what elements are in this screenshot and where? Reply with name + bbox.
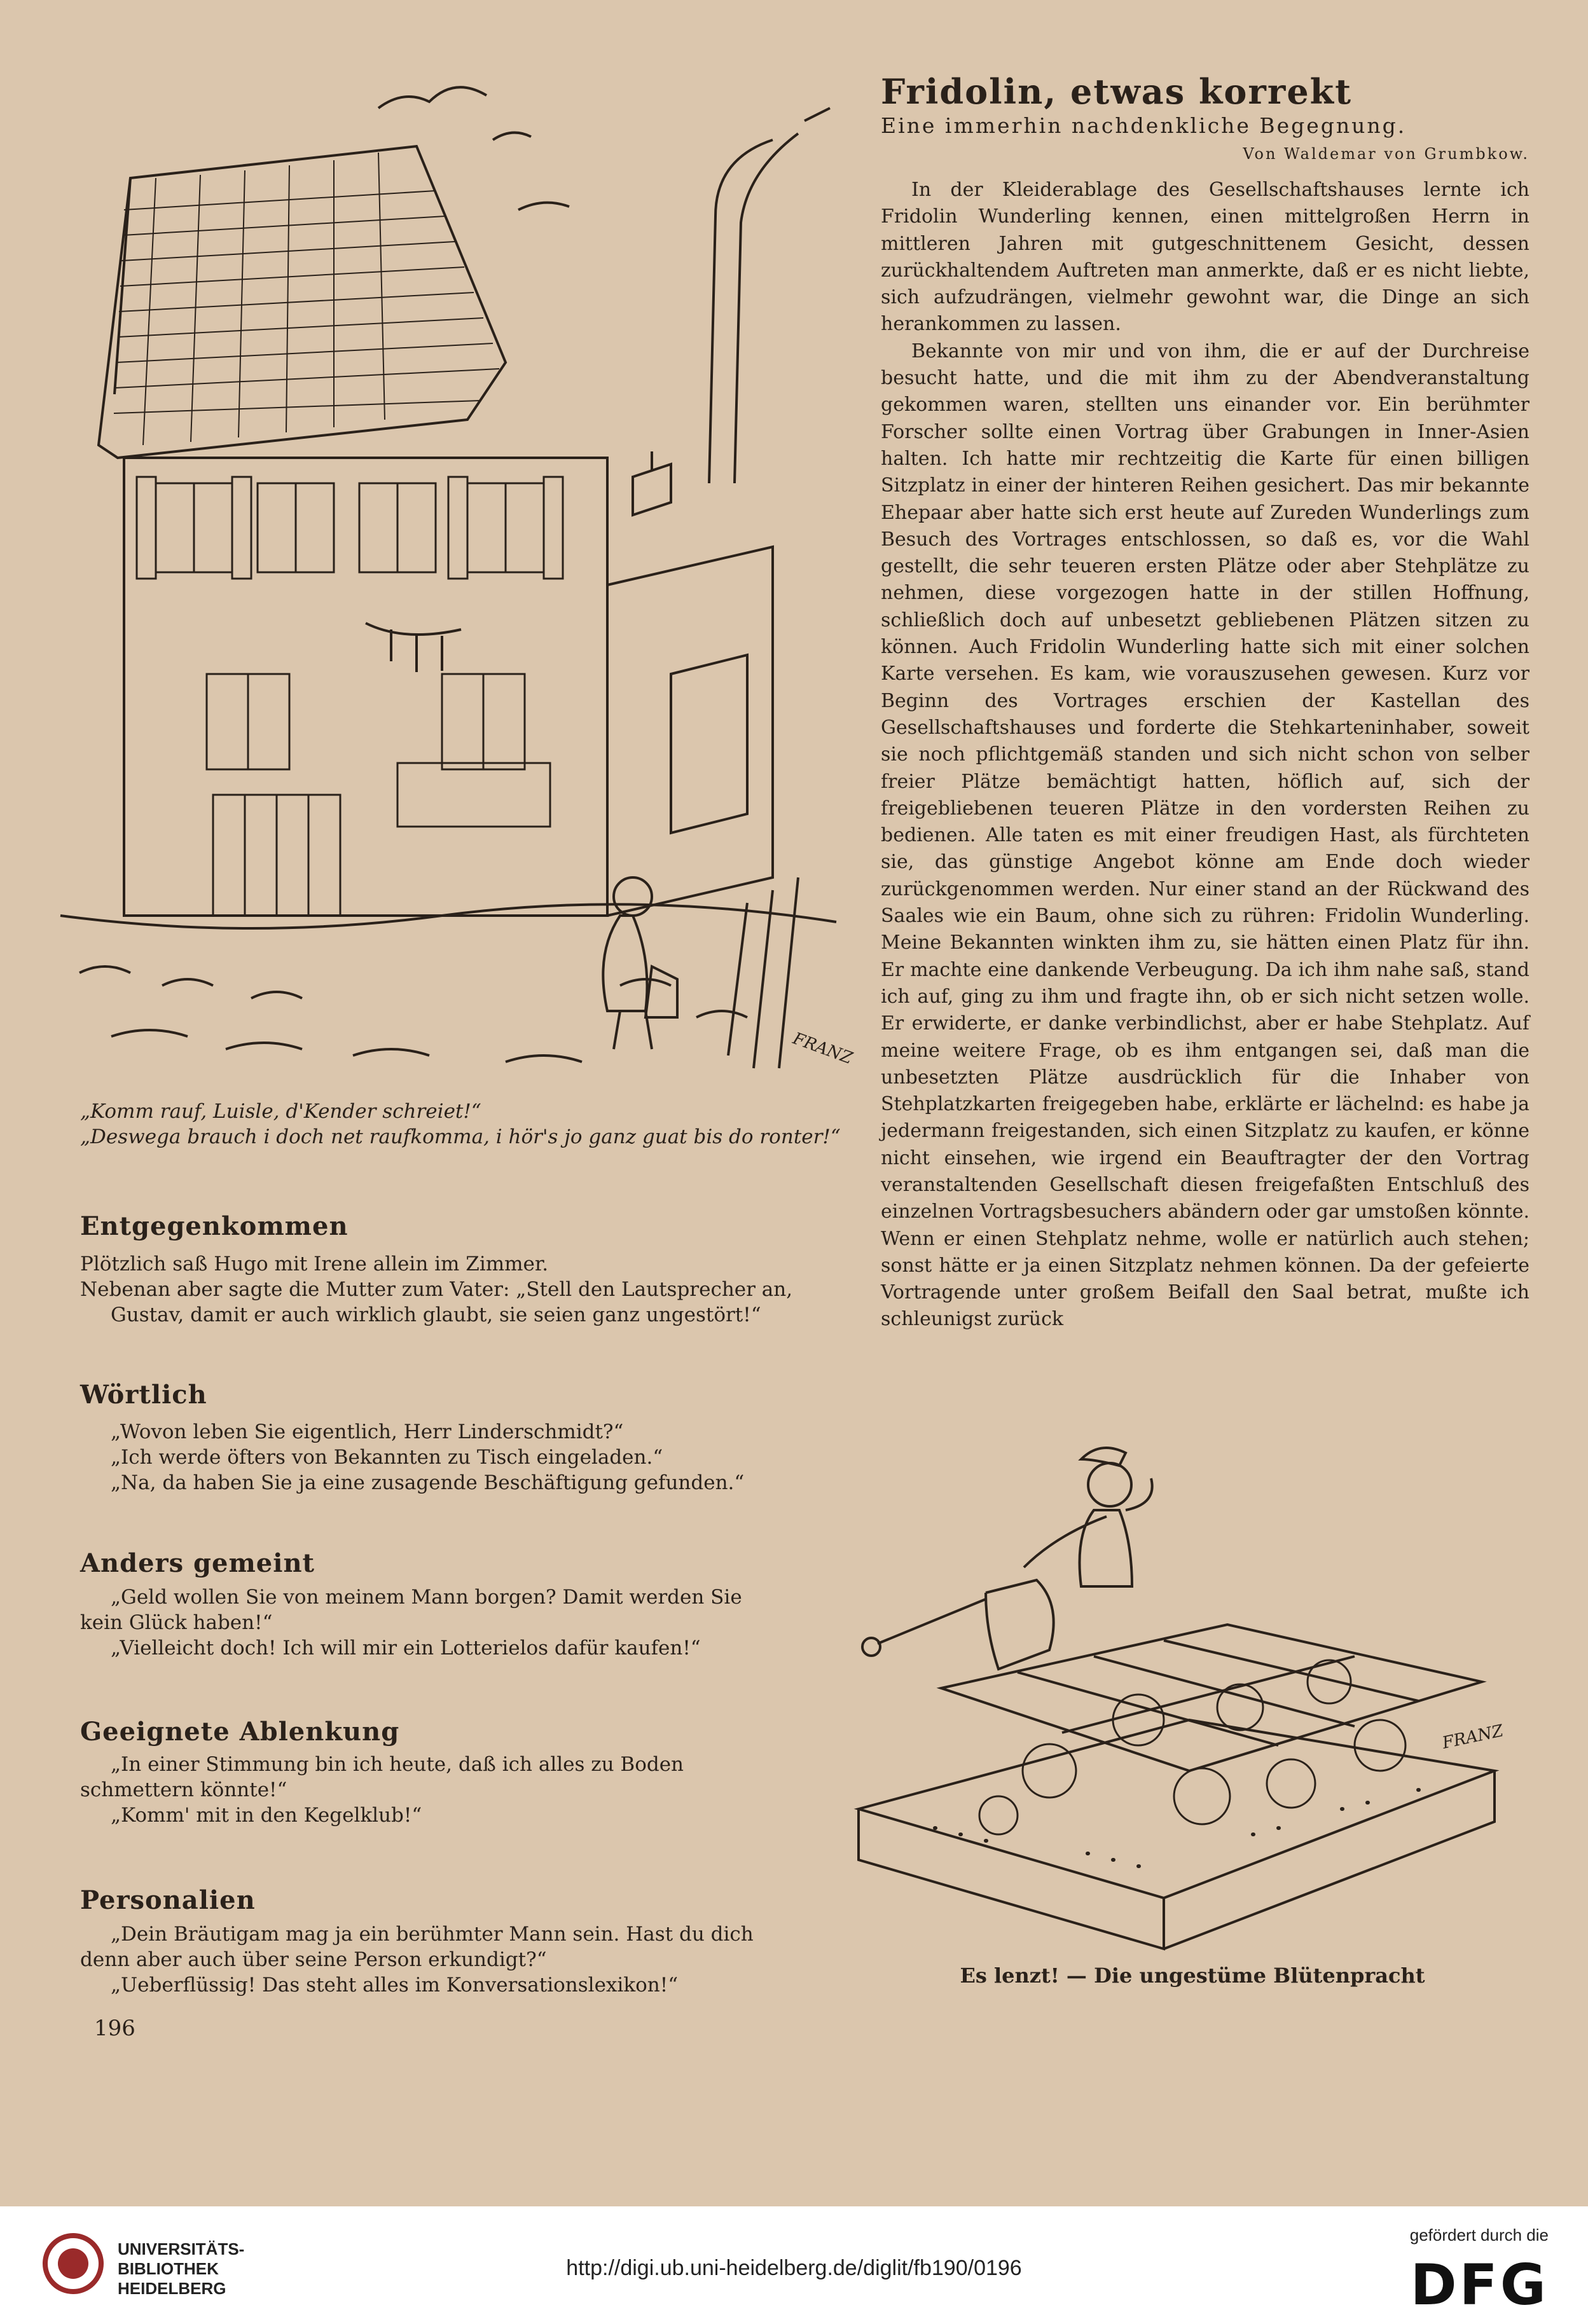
article-subtitle: Eine immerhin nachdenkliche Begegnung. [881,113,1407,138]
joke-heading: Entgegenkommen [80,1211,349,1241]
joke-line: „Wovon leben Sie eigentlich, Herr Linderschmidt?“ [111,1420,624,1443]
joke-line: „Dein Bräutigam mag ja ein berühmter Mann sein. Hast du dich denn aber auch über seine Person erkundigt?“ [80,1923,754,1971]
university-name-line: HEIDELBERG [118,2279,226,2298]
dfg-logo: DFG [1410,2252,1549,2318]
joke-text [80,1752,770,1828]
joke-text [111,1419,855,1495]
joke-line: „Komm' mit in den Kegelklub!“ [111,1804,422,1827]
joke-text [80,1922,780,1998]
joke-line: „Ueberflüssig! Das steht alles im Konversationslexikon!“ [111,1974,679,1997]
source-url-link[interactable]: http://digi.ub.uni-heidelberg.de/diglit/fb190/0196 [566,2256,1022,2280]
joke-line: „Na, da haben Sie ja eine zusagende Beschäftigung gefunden.“ [111,1471,745,1494]
university-name-line: UNIVERSITÄTS- [118,2239,245,2259]
flower-cartoon [808,1415,1526,1949]
caption-line: „Deswega brauch i doch net raufkomma, i hör's jo ganz guat bis do ronter!“ [80,1125,841,1148]
article-title: Fridolin, etwas korrekt [881,71,1353,112]
flower-cartoon-caption: Es lenzt! — Die ungestüme Blütenpracht [960,1963,1425,1988]
joke-heading: Personalien [80,1885,256,1915]
house-cartoon [60,64,855,1094]
page-number: 196 [94,2016,135,2041]
university-name-line: BIBLIOTHEK [118,2259,219,2278]
funding-note: gefördert durch die [1409,2225,1549,2245]
joke-line: Nebenan aber sagte die Mutter zum Vater: „Stell den Lautsprecher an, Gustav, damit er auch wirklich glaubt, sie seien ganz ungestört!“ [80,1278,793,1326]
house-cartoon-signature: FRANZ [790,1029,855,1068]
flower-box-illustration [808,1415,1526,1949]
caption-line: „Komm rauf, Luisle, d'Kender schreiet!“ [80,1100,481,1123]
article-body [881,177,1529,1333]
house-illustration [60,64,855,1094]
house-cartoon-caption [80,1099,856,1150]
flower-cartoon-signature: FRANZ [1440,1721,1505,1753]
footer-bar [0,2206,1588,2324]
joke-heading: Anders gemeint [80,1548,315,1578]
joke-heading: Wörtlich [80,1380,207,1410]
joke-text [80,1585,770,1661]
joke-line: Plötzlich saß Hugo mit Irene allein im Zimmer. [80,1253,549,1275]
article-paragraph: Bekannte von mir und von ihm, die er auf der Durchreise besucht hatte, und die mit ihm zu der Abendveranstaltung gekommen waren, stellten uns einander vor. Ein berühmter Forscher sollte einen Vortrag über Grabungen in Inner-Asien halten. Ich hatte mir rechtzeitig die Karte für einen billigen Sitzplatz in einer der hinteren Reihen gesichert. Das mir bekannte Ehepaar aber hatte sich erst heute auf Zureden Wunderlings zum Besuch des Vortrages entschlossen, so daß es, vor die Wahl gestellt, die sehr teueren ersten Plätze oder aber Stehplätze zu nehmen, diese vorgezogen hatte in der stillen Hoffnung, schließlich doch auf unbesetzt gebliebenen Plätzen sitzen zu können. Auch Fridolin Wunderling hatte sich mit einer solchen Karte versehen. Es kam, wie vorauszusehen gewesen. Kurz vor Beginn des Vortrages erschien der Kastellan des Gesellschaftshauses und forderte die Stehkarteninhaber, soweit sie noch pflichtgemäß standen und sich nicht schon von selber freier Plätze bemächtigt hatten, höflich auf, sich der freigebliebenen teueren Plätze in den vordersten Reihen zu bedienen. Alle taten es mit einer freudigen Hast, als fürchteten sie, das günstige Angebot könne am Ende doch wieder zurückgenommen werden. Nur einer stand an der Rückwand des Saales wie ein Baum, ohne sich zu rühren: Fridolin Wunderling. Meine Bekannten winkten ihm zu, sie hätten einen Platz für ihn. Er machte eine dankende Verbeugung. Da ich ihm nahe saß, stand ich auf, ging zu ihm und fragte ihn, ob er sich nicht setzen wolle. Er erwiderte, er danke verbindlichst, aber er habe Stehplatz. Auf meine weitere Frage, ob es ihm entgangen sei, daß man die unbesetzten Plätze ausdrücklich für die Inhaber von Stehplatzkarten freigegeben habe, erklärte er lächelnd: es habe ja jedermann freigestanden, sich einen Sitzplatz zu kaufen, er könne nicht einsehen, wie irgend ein Beauftragter der den Vortrag veranstaltenden Gesellschaft diesen freigefaßten Entschluß des einzelnen Vortragsbesuchers abändern oder gar umstoßen könnte. Wenn er einen Stehplatz nehme, wolle er natürlich auch stehen; sonst hätte er ja einen Sitzplatz nehmen können. Da der gefeierte Vortragende unter großem Beifall den Saal betrat, mußte ich schleunigst zurück [881,340,1529,1331]
joke-line: „In einer Stimmung bin ich heute, daß ich alles zu Boden schmettern könnte!“ [80,1753,684,1801]
joke-line: „Ich werde öfters von Bekannten zu Tisch eingeladen.“ [111,1446,663,1469]
article-byline: Von Waldemar von Grumbkow. [1243,145,1529,163]
joke-line: „Geld wollen Sie von meinem Mann borgen? Damit werden Sie kein Glück haben!“ [80,1586,742,1634]
joke-text [80,1251,853,1328]
joke-heading: Geeignete Ablenkung [80,1717,400,1747]
article-paragraph: In der Kleiderablage des Gesellschaftshauses lernte ich Fridolin Wunderling kennen, einen mittelgroßen Herrn in mittleren Jahren mit gutgeschnittenem Gesicht, dessen zurückhaltendem Auftreten man anmerkte, daß er es nicht liebte, sich aufzudrängen, vielmehr gewohnt war, die Dinge an sich herankommen zu lassen. [881,179,1529,336]
joke-line: „Vielleicht doch! Ich will mir ein Lotterielos dafür kaufen!“ [111,1637,701,1660]
